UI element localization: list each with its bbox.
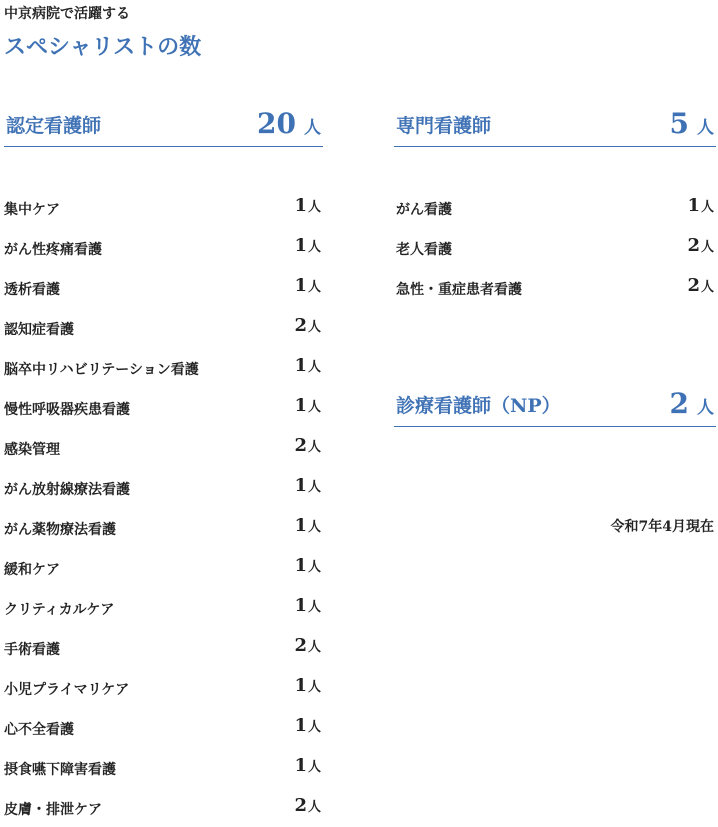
item-count-unit: 人 bbox=[307, 280, 321, 295]
item-count-number: 1 bbox=[294, 675, 307, 696]
item-name: クリティカルケア bbox=[4, 602, 115, 618]
item-name: 皮膚・排泄ケア bbox=[4, 802, 102, 818]
item-count-number: 1 bbox=[294, 515, 307, 536]
item-count-number: 2 bbox=[294, 315, 307, 336]
item-count-number: 1 bbox=[294, 275, 307, 296]
practitioner-total bbox=[670, 387, 714, 420]
item-name: 透析看護 bbox=[4, 282, 60, 298]
item-name: 摂食嚥下障害看護 bbox=[4, 762, 116, 778]
item-count-number: 2 bbox=[294, 635, 307, 656]
item-count bbox=[294, 675, 321, 696]
item-count bbox=[294, 275, 321, 296]
list-item bbox=[396, 195, 714, 219]
list-item bbox=[4, 715, 321, 739]
item-count bbox=[294, 315, 321, 336]
item-count-unit: 人 bbox=[307, 200, 321, 215]
item-count-number: 2 bbox=[294, 435, 307, 456]
certified-label: 認定看護師 bbox=[6, 115, 102, 137]
list-item bbox=[396, 275, 714, 299]
item-name: がん薬物療法看護 bbox=[4, 522, 116, 538]
item-count-unit: 人 bbox=[307, 240, 321, 255]
item-count-unit: 人 bbox=[307, 800, 321, 815]
specialist-total-unit: 人 bbox=[697, 118, 714, 138]
page-subtitle: 中京病院で活躍する bbox=[4, 6, 130, 22]
item-count bbox=[294, 755, 321, 776]
item-count bbox=[294, 475, 321, 496]
item-count-number: 2 bbox=[687, 275, 700, 296]
item-count bbox=[294, 795, 321, 816]
item-count bbox=[294, 235, 321, 256]
list-item bbox=[4, 475, 321, 499]
list-item bbox=[4, 795, 321, 819]
item-name: がん放射線療法看護 bbox=[4, 482, 130, 498]
practitioner-label: 診療看護師（NP） bbox=[396, 395, 561, 417]
item-name: がん看護 bbox=[396, 202, 452, 218]
item-count-unit: 人 bbox=[307, 720, 321, 735]
item-count-unit: 人 bbox=[307, 760, 321, 775]
item-count-number: 1 bbox=[294, 715, 307, 736]
list-item bbox=[4, 595, 321, 619]
item-count bbox=[294, 395, 321, 416]
item-count bbox=[294, 635, 321, 656]
practitioner-total-number: 2 bbox=[669, 387, 689, 420]
item-count-unit: 人 bbox=[700, 200, 714, 215]
item-name: 緩和ケア bbox=[4, 562, 60, 578]
item-count bbox=[687, 235, 714, 256]
specialist-total bbox=[670, 107, 714, 140]
item-count-number: 1 bbox=[294, 755, 307, 776]
item-count bbox=[294, 715, 321, 736]
item-count bbox=[294, 435, 321, 456]
item-count-unit: 人 bbox=[700, 240, 714, 255]
item-count-unit: 人 bbox=[307, 560, 321, 575]
certified-total-unit: 人 bbox=[304, 118, 321, 138]
list-item bbox=[4, 355, 321, 379]
item-count-number: 1 bbox=[294, 355, 307, 376]
list-item bbox=[4, 435, 321, 459]
item-name: 急性・重症患者看護 bbox=[396, 282, 522, 298]
item-count-number: 2 bbox=[687, 235, 700, 256]
item-count-unit: 人 bbox=[307, 600, 321, 615]
item-count-unit: 人 bbox=[307, 360, 321, 375]
item-name: 手術看護 bbox=[4, 642, 60, 658]
item-count bbox=[294, 555, 321, 576]
page-title: スペシャリストの数 bbox=[4, 34, 202, 60]
item-count-unit: 人 bbox=[307, 400, 321, 415]
item-count-number: 2 bbox=[294, 795, 307, 816]
item-name: がん性疼痛看護 bbox=[4, 242, 102, 258]
item-count-number: 1 bbox=[294, 555, 307, 576]
certified-total-number: 20 bbox=[257, 107, 296, 140]
item-count bbox=[294, 515, 321, 536]
item-name: 慢性呼吸器疾患看護 bbox=[4, 402, 130, 418]
list-item bbox=[4, 755, 321, 779]
list-item bbox=[4, 675, 321, 699]
item-count bbox=[294, 195, 321, 216]
list-item bbox=[4, 515, 321, 539]
item-count-number: 1 bbox=[294, 195, 307, 216]
item-count-unit: 人 bbox=[307, 520, 321, 535]
item-name: 感染管理 bbox=[4, 442, 60, 458]
item-count bbox=[687, 195, 714, 216]
list-item bbox=[396, 235, 714, 259]
item-count-unit: 人 bbox=[307, 480, 321, 495]
list-item bbox=[4, 635, 321, 659]
specialist-header bbox=[394, 106, 716, 147]
item-name: 心不全看護 bbox=[4, 722, 74, 738]
item-count-number: 1 bbox=[294, 395, 307, 416]
item-name: 脳卒中リハビリテーション看護 bbox=[4, 362, 199, 378]
item-count-unit: 人 bbox=[307, 320, 321, 335]
item-count bbox=[294, 355, 321, 376]
certified-header bbox=[4, 106, 323, 147]
item-count-unit: 人 bbox=[307, 680, 321, 695]
list-item bbox=[4, 555, 321, 579]
specialist-label: 専門看護師 bbox=[396, 115, 492, 137]
list-item bbox=[4, 395, 321, 419]
certified-total bbox=[257, 107, 321, 140]
item-count-unit: 人 bbox=[307, 440, 321, 455]
item-count-number: 1 bbox=[294, 595, 307, 616]
list-item bbox=[4, 275, 321, 299]
item-count-number: 1 bbox=[294, 235, 307, 256]
list-item bbox=[4, 195, 321, 219]
as-of-date-note: 令和7年4月現在 bbox=[610, 519, 714, 535]
item-count bbox=[687, 275, 714, 296]
item-count-unit: 人 bbox=[307, 640, 321, 655]
item-count bbox=[294, 595, 321, 616]
practitioner-total-unit: 人 bbox=[697, 398, 714, 418]
specialist-total-number: 5 bbox=[669, 107, 689, 140]
practitioner-header bbox=[394, 386, 716, 427]
item-name: 小児プライマリケア bbox=[4, 682, 130, 698]
item-count-number: 1 bbox=[294, 475, 307, 496]
list-item bbox=[4, 235, 321, 259]
item-name: 認知症看護 bbox=[4, 322, 74, 338]
item-name: 集中ケア bbox=[4, 202, 60, 218]
item-count-number: 1 bbox=[687, 195, 700, 216]
list-item bbox=[4, 315, 321, 339]
item-name: 老人看護 bbox=[396, 242, 452, 258]
item-count-unit: 人 bbox=[700, 280, 714, 295]
